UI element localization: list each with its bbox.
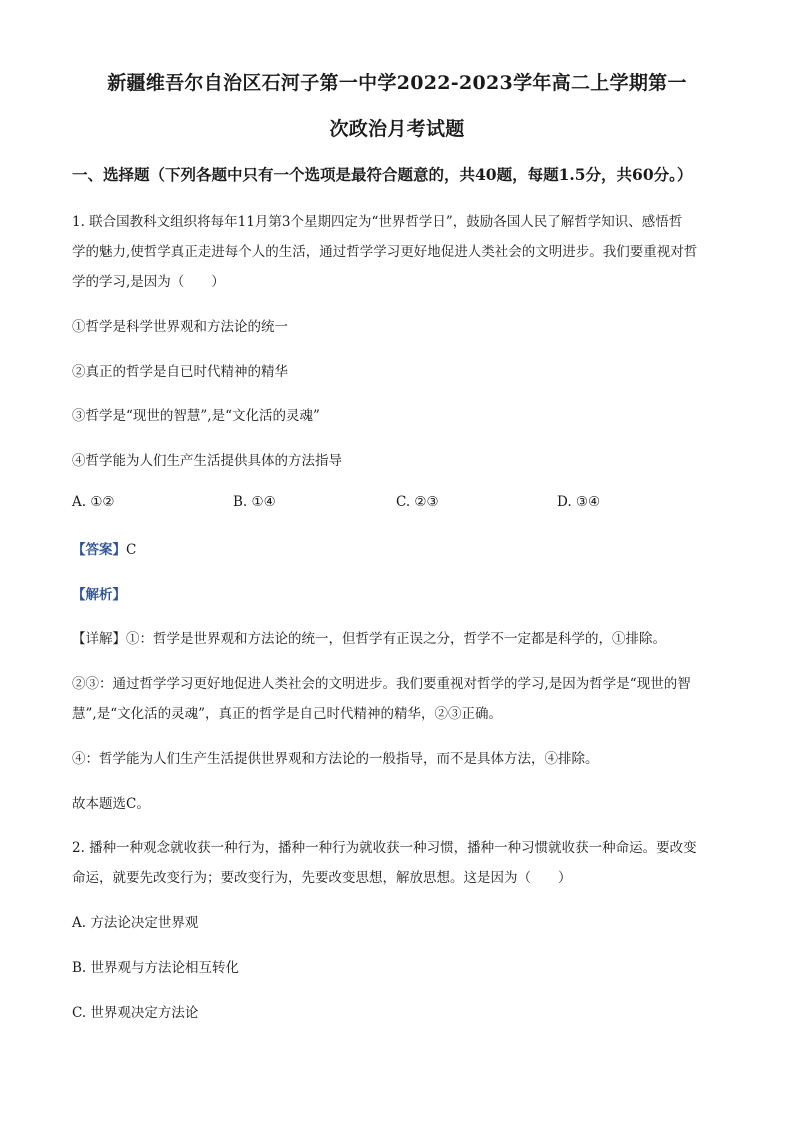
q1-option-b: B. ①④ bbox=[233, 494, 276, 510]
q1-statement-2: ②真正的哲学是自已时代精神的精华 bbox=[72, 364, 288, 380]
q1-analysis bbox=[72, 583, 126, 603]
q2-option-c: C. 世界观决定方法论 bbox=[72, 1005, 199, 1021]
q1-stem-line-2: 学的魅力,使哲学真正走进每个人的生活，通过哲学学习更好地促进人类社会的文明进步。我们要重视对哲 bbox=[72, 244, 698, 260]
q2-stem-line-2: 命运，就要先改变行为；要改变行为，先要改变思想，解放思想。这是因为（ ） bbox=[72, 870, 572, 886]
q2-stem-line-1: 2. 播种一种观念就收获一种行为，播种一种行为就收获一种习惯，播种一种习惯就收获一种命运。要改变 bbox=[72, 840, 697, 856]
q1-detail-line-1 bbox=[72, 627, 666, 647]
detail-text-1: ①：哲学是世界观和方法论的统一，但哲学有正误之分，哲学不一定都是科学的，①排除。 bbox=[126, 631, 666, 647]
q1-detail-line-4: ④：哲学能为人们生产生活提供世界观和方法论的一般指导，而不是具体方法，④排除。 bbox=[72, 751, 599, 767]
analysis-tag: 【解析】 bbox=[72, 587, 126, 603]
answer-tag: 【答案】 bbox=[72, 542, 126, 558]
q1-option-c: C. ②③ bbox=[396, 494, 439, 510]
q1-option-a: A. ①② bbox=[72, 494, 115, 510]
detail-tag: 【详解】 bbox=[72, 631, 126, 647]
q1-statement-4: ④哲学能为人们生产生活提供具体的方法指导 bbox=[72, 453, 342, 469]
q1-conclusion: 故本题选C。 bbox=[72, 796, 150, 812]
q1-statement-3: ③哲学是“现世的智慧”,是“文化活的灵魂” bbox=[72, 408, 320, 424]
q1-detail-line-2: ②③：通过哲学学习更好地促进人类社会的文明进步。我们要重视对哲学的学习,是因为哲学是“现世的智 bbox=[72, 676, 691, 692]
document-title-line-1: 新疆维吾尔自治区石河子第一中学2022-2023学年高二上学期第一 bbox=[107, 72, 687, 94]
q1-detail-line-3: 慧”,是“文化活的灵魂”，真正的哲学是自己时代精神的精华，②③正确。 bbox=[72, 706, 502, 722]
q1-answer bbox=[72, 538, 136, 558]
q1-stem-line-1: 1. 联合国教科文组织将每年11月第3个星期四定为“世界哲学日”，鼓励各国人民了解哲学知识、感悟哲 bbox=[72, 214, 683, 230]
document-title-line-2: 次政治月考试题 bbox=[329, 118, 465, 140]
q2-option-a: A. 方法论决定世界观 bbox=[72, 915, 199, 931]
answer-value: C bbox=[126, 542, 137, 558]
section-heading: 一、选择题（下列各题中只有一个选项是最符合题意的，共40题，每题1.5分，共60分。） bbox=[72, 165, 693, 184]
q1-stem-line-3: 学的学习,是因为（ ） bbox=[72, 274, 225, 290]
q1-option-d: D. ③④ bbox=[557, 494, 601, 510]
q2-option-b: B. 世界观与方法论相互转化 bbox=[72, 960, 240, 976]
q1-statement-1: ①哲学是科学世界观和方法论的统一 bbox=[72, 319, 288, 335]
